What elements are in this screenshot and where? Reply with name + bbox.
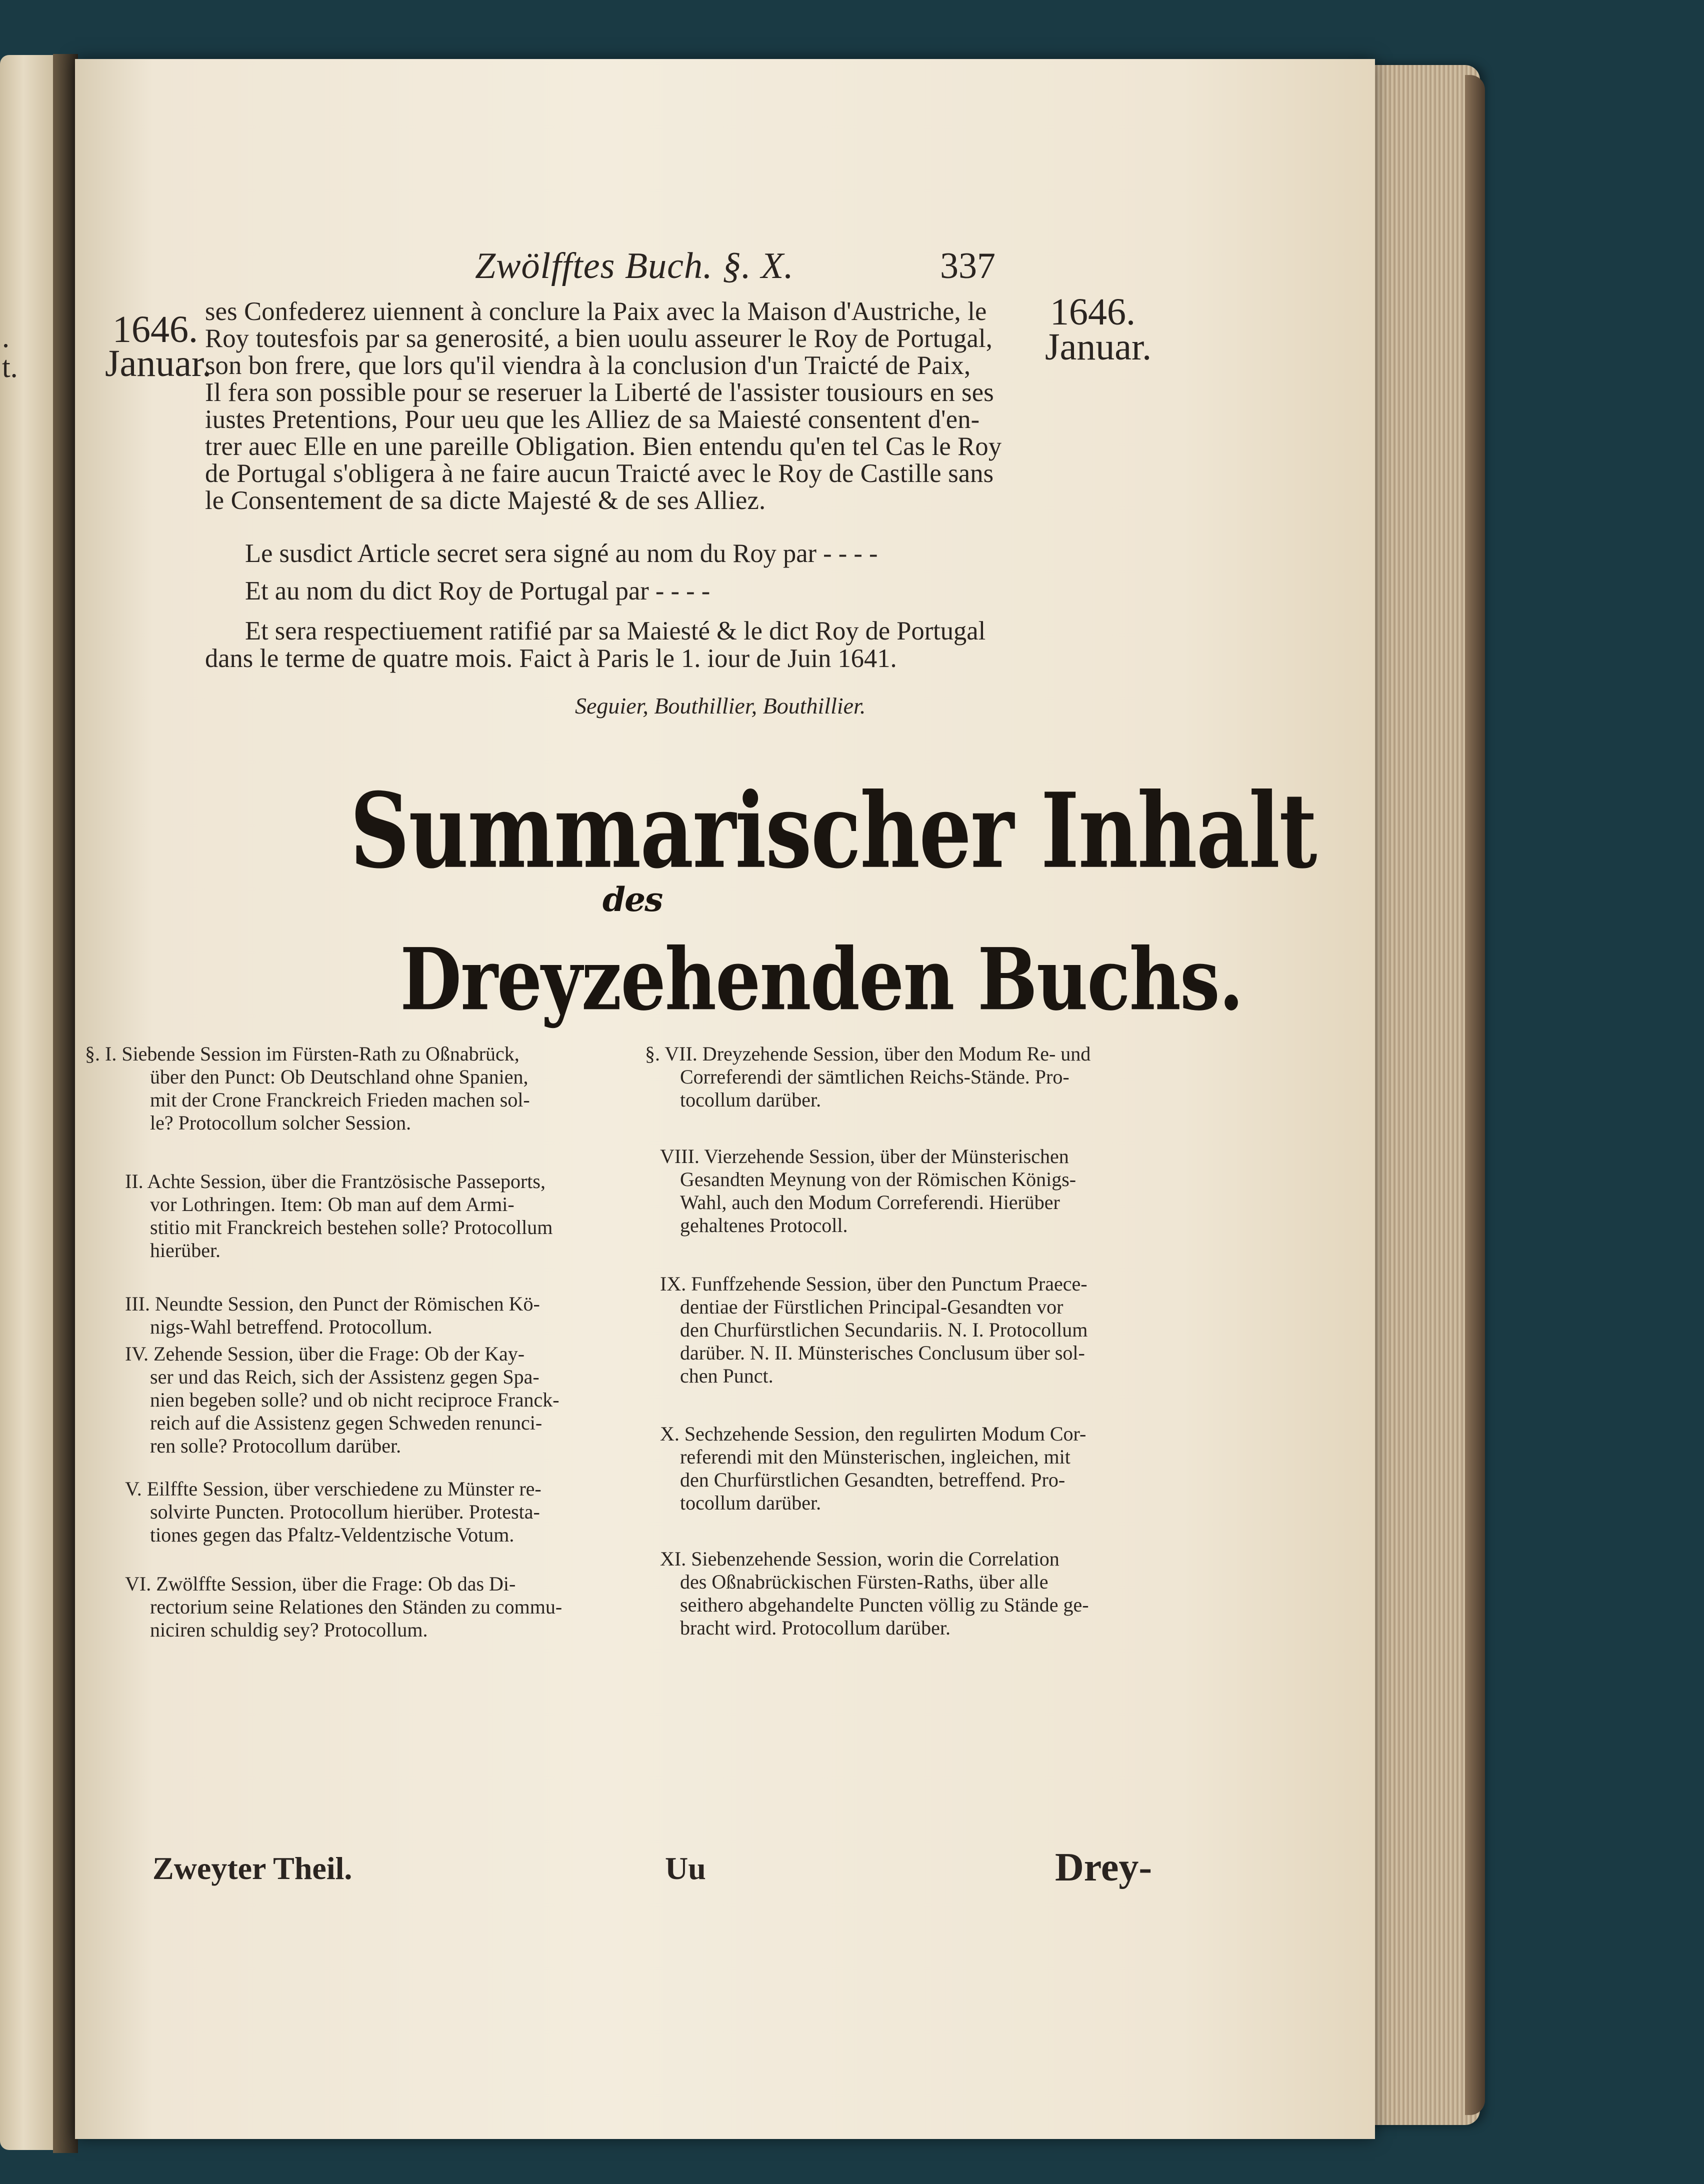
contents-entry	[125, 1342, 560, 1458]
entry-line: referendi mit den Münsterischen, ingleichen, mit	[680, 1446, 1070, 1468]
entry-line: Wahl, auch den Modum Correferendi. Hierüber	[680, 1191, 1060, 1214]
entry-line: II. Achte Session, über die Frantzösische Passeports,	[125, 1170, 546, 1192]
facing-page-fragment: .	[2, 320, 10, 354]
section-title-connector: des	[602, 880, 662, 919]
entry-line: den Churfürstlichen Gesandten, betreffend. Pro-	[680, 1468, 1066, 1491]
entry-line: solvirte Puncten. Protocollum hierüber. Protesta-	[150, 1500, 540, 1523]
contents-entry	[125, 1170, 552, 1262]
book-gutter	[53, 54, 78, 2153]
entry-line: V. Eilffte Session, über verschiedene zu Münster re-	[125, 1478, 542, 1500]
margin-year-right: 1646.	[1050, 291, 1136, 333]
text-line: ses Confederez uiennent à conclure la Paix avec la Maison d'Austriche, le	[205, 297, 987, 326]
contents-entry	[660, 1422, 1086, 1514]
entry-line: Gesandten Meynung von der Römischen Königs-	[680, 1168, 1076, 1190]
entry-line: rectorium seine Relationes den Ständen zu commu-	[150, 1596, 562, 1618]
signed-line: Le susdict Article secret sera signé au nom du Roy par - - - -	[245, 539, 878, 568]
entry-line: stitio mit Franckreich bestehen solle? Protocollum	[150, 1216, 553, 1238]
contents-entry	[125, 1478, 542, 1546]
margin-month-right: Januar.	[1045, 326, 1152, 368]
entry-line: des Oßnabrückischen Fürsten-Raths, über alle	[680, 1570, 1048, 1593]
entry-line: IV. Zehende Session, über die Frage: Ob der Kay-	[125, 1342, 525, 1365]
signed-line: Et au nom du dict Roy de Portugal par - - - -	[245, 576, 710, 606]
margin-month-left: Januar.	[105, 342, 212, 384]
entry-line: ren solle? Protocollum darüber.	[150, 1434, 402, 1457]
entry-line: gehaltenes Protocoll.	[680, 1214, 848, 1236]
running-header: Zwölfftes Buch. §. X.	[475, 246, 794, 286]
entry-line: bracht wird. Protocollum darüber.	[680, 1616, 950, 1639]
signatures: Seguier, Bouthillier, Bouthillier.	[575, 693, 866, 718]
entry-line: tocollum darüber.	[680, 1088, 822, 1111]
entry-line: über den Punct: Ob Deutschland ohne Spanien,	[150, 1066, 528, 1088]
text-line: le Consentement de sa dicte Majesté & de ses Alliez.	[205, 486, 766, 515]
entry-line: nigs-Wahl betreffend. Protocollum.	[150, 1316, 432, 1338]
entry-line: chen Punct.	[680, 1364, 774, 1387]
book-cover-edge	[1465, 75, 1485, 2115]
entry-line: X. Sechzehende Session, den regulirten Modum Cor-	[660, 1422, 1086, 1445]
text-line: son bon frere, que lors qu'il viendra à la conclusion d'un Traicté de Paix,	[205, 351, 971, 380]
entry-line: nien begeben solle? und ob nicht reciproce Franck-	[150, 1388, 560, 1411]
text-line: Il fera son possible pour se reseruer la Liberté de l'assister tousiours en ses	[205, 378, 994, 407]
text-line: Roy toutesfois par sa generosité, a bien uoulu asseurer le Roy de Portugal,	[205, 324, 993, 353]
entry-line: ser und das Reich, sich der Assistenz gegen Spa-	[150, 1366, 540, 1388]
text-line: trer auec Elle en une pareille Obligation. Bien entendu qu'en tel Cas le Roy	[205, 432, 1002, 461]
text-line: iustes Pretentions, Pour ueu que les Alliez de sa Maiesté consentent d'en-	[205, 405, 980, 434]
contents-entry	[660, 1272, 1088, 1388]
entry-line: le? Protocollum solcher Session.	[150, 1112, 412, 1134]
page-number: 337	[940, 246, 996, 286]
section-subtitle: Dreyzehenden Buchs.	[400, 930, 1243, 1030]
ratify-line: dans le terme de quatre mois. Faict à Paris le 1. iour de Juin 1641.	[205, 644, 897, 673]
contents-entry	[660, 1548, 1089, 1640]
french-paragraph	[205, 298, 1045, 514]
margin-year-left: 1646.	[112, 308, 198, 350]
entry-line: §. I. Siebende Session im Fürsten-Rath zu Oßnabrück,	[85, 1042, 520, 1065]
entry-line: tiones gegen das Pfaltz-Veldentzische Votum.	[150, 1524, 514, 1546]
entry-line: den Churfürstlichen Secundariis. N. I. Protocollum	[680, 1318, 1088, 1341]
signature-mark: Zweyter Theil.	[152, 1850, 352, 1886]
ratify-line: Et sera respectiuement ratifié par sa Maiesté & le dict Roy de Portugal	[245, 616, 986, 646]
entry-line: Correferendi der sämtlichen Reichs-Stände. Pro-	[680, 1066, 1070, 1088]
entry-line: dentiae der Fürstlichen Principal-Gesandten vor	[680, 1296, 1064, 1318]
entry-line: reich auf die Assistenz gegen Schweden renunci-	[150, 1412, 542, 1434]
contents-entry	[645, 1042, 1090, 1112]
entry-line: niciren schuldig sey? Protocollum.	[150, 1618, 428, 1641]
entry-line: tocollum darüber.	[680, 1492, 822, 1514]
section-title: Summarischer Inhalt	[350, 770, 1316, 892]
contents-entry	[660, 1145, 1076, 1237]
entry-line: IX. Funffzehende Session, über den Punctum Praece-	[660, 1272, 1088, 1295]
contents-entry	[85, 1042, 530, 1134]
entry-line: darüber. N. II. Münsterisches Conclusum über sol-	[680, 1342, 1085, 1364]
entry-line: XI. Siebenzehende Session, worin die Correlation	[660, 1548, 1060, 1570]
entry-line: VIII. Vierzehende Session, über der Münsterischen	[660, 1145, 1069, 1168]
entry-line: VI. Zwölffte Session, über die Frage: Ob das Di-	[125, 1572, 516, 1595]
entry-line: seithero abgehandelte Puncten völlig zu Stände ge-	[680, 1594, 1089, 1616]
entry-line: III. Neundte Session, den Punct der Römischen Kö-	[125, 1292, 540, 1315]
facing-page-fragment: t.	[2, 350, 18, 384]
entry-line: mit der Crone Franckreich Frieden machen sol-	[150, 1088, 530, 1111]
entry-line: vor Lothringen. Item: Ob man auf dem Armi-	[150, 1193, 514, 1216]
contents-entry	[125, 1292, 540, 1338]
catchword: Drey-	[1055, 1846, 1152, 1890]
gathering-signature: Uu	[665, 1850, 706, 1886]
contents-entry	[125, 1572, 562, 1642]
entry-line: §. VII. Dreyzehende Session, über den Modum Re- und	[645, 1042, 1091, 1065]
entry-line: hierüber.	[150, 1239, 221, 1262]
text-line: de Portugal s'obligera à ne faire aucun Traicté avec le Roy de Castille sans	[205, 459, 994, 488]
